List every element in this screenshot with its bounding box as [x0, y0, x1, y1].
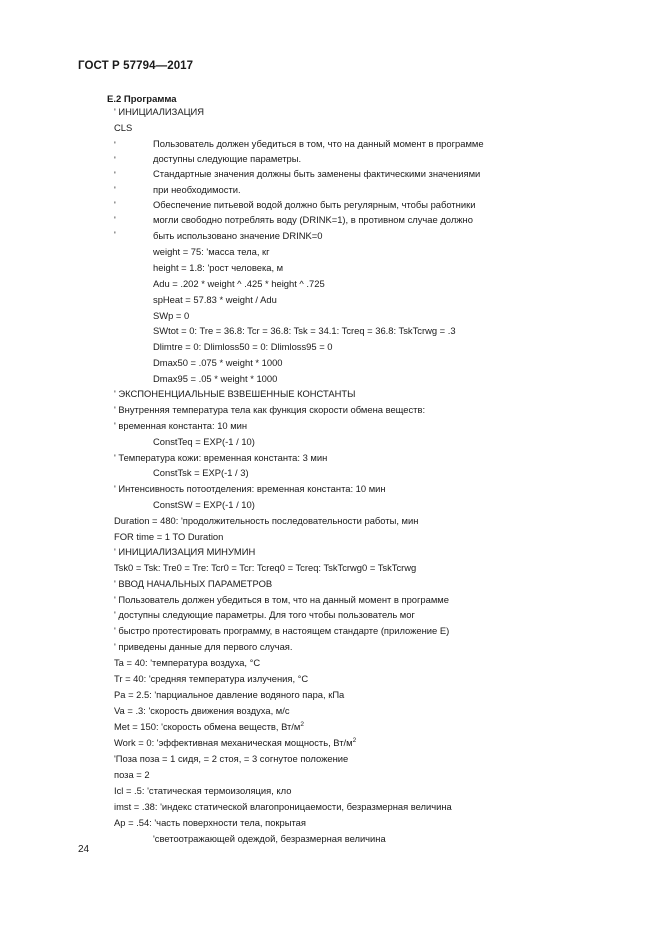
code-line: SWp = 0	[153, 310, 190, 321]
code-line: ' ИНИЦИАЛИЗАЦИЯ МИНУМИН	[114, 546, 256, 557]
comment-tick: '	[114, 184, 116, 195]
code-line: FOR time = 1 TO Duration	[114, 531, 224, 542]
code-line: ' приведены данные для первого случая.	[114, 641, 293, 652]
code-line: ConstTeq = EXP(-1 / 10)	[153, 436, 255, 447]
code-line: height = 1.8: 'рост человека, м	[153, 262, 284, 273]
code-line-text: Met = 150: 'скорость обмена веществ, Вт/м	[114, 721, 301, 732]
code-line: Ap = .54: 'часть поверхности тела, покрытая	[114, 817, 306, 828]
code-line: ' доступны следующие параметры. Для того чтобы пользователь мог	[114, 609, 415, 620]
code-line: 'светоотражающей одеждой, безразмерная величина	[153, 833, 386, 844]
code-line: ' ЭКСПОНЕНЦИАЛЬНЫЕ ВЗВЕШЕННЫЕ КОНСТАНТЫ	[114, 388, 356, 399]
code-line: Va = .3: 'скорость движения воздуха, м/с	[114, 705, 290, 716]
comment-tick: '	[114, 229, 116, 240]
code-line: Duration = 480: 'продолжительность последовательности работы, мин	[114, 515, 419, 526]
code-line: Ta = 40: 'температура воздуха, °C	[114, 657, 261, 668]
comment-tick: '	[114, 169, 116, 180]
code-line: Icl = .5: 'статическая термоизоляция, кло	[114, 785, 292, 796]
code-line: ' ВВОД НАЧАЛЬНЫХ ПАРАМЕТРОВ	[114, 578, 273, 589]
code-line: могли свободно потреблять воду (DRINK=1), в противном случае должно	[153, 214, 473, 225]
code-line: spHeat = 57.83 * weight / Adu	[153, 294, 277, 305]
code-line: weight = 75: 'масса тела, кг	[153, 246, 270, 257]
page-number: 24	[78, 844, 90, 855]
code-line: 'Поза поза = 1 сидя, = 2 стоя, = 3 согнутое положение	[114, 753, 349, 764]
code-line: Dlimtre = 0: Dlimloss50 = 0: Dlimloss95 = 0	[153, 341, 333, 352]
superscript: 2	[300, 720, 304, 728]
code-line: Tr = 40: 'средняя температура излучения, °C	[114, 673, 309, 684]
code-line: CLS	[114, 122, 133, 133]
code-line: SWtot = 0: Tre = 36.8: Tcr = 36.8: Tsk = 34.1: Tcreq = 36.8: TskTcrwg = .3	[153, 325, 456, 336]
code-line: ConstTsk = EXP(-1 / 3)	[153, 467, 249, 478]
comment-tick: '	[114, 139, 116, 150]
code-line: ' Внутренняя температура тела как функция скорости обмена веществ:	[114, 404, 426, 415]
code-line: быть использовано значение DRINK=0	[153, 230, 323, 241]
code-line: поза = 2	[114, 769, 150, 780]
code-line: при необходимости.	[153, 184, 241, 195]
code-line: ' временная константа: 10 мин	[114, 420, 248, 431]
code-line: Tsk0 = Tsk: Tre0 = Tre: Tcr0 = Tcr: Tcreq0 = Tcreq: TskTcrwg0 = TskTcrwg	[114, 562, 417, 573]
superscript: 2	[352, 736, 357, 744]
code-line	[114, 721, 304, 733]
code-line: Dmax95 = .05 * weight * 1000	[153, 373, 278, 384]
code-line: ' Пользователь должен убедиться в том, что на данный момент в программе	[114, 594, 449, 605]
code-line-text: Work = 0: 'эффективная механическая мощность, Вт/м	[114, 737, 353, 748]
code-line: Dmax50 = .075 * weight * 1000	[153, 357, 283, 368]
code-line: ' ИНИЦИАЛИЗАЦИЯ	[114, 106, 205, 117]
code-line: ' Температура кожи: временная константа: 3 мин	[114, 452, 328, 463]
section-title: Е.2 Программа	[107, 94, 177, 105]
code-line: Обеспечение питьевой водой должно быть регулярным, чтобы работники	[153, 199, 476, 210]
code-line: доступны следующие параметры.	[153, 153, 302, 164]
comment-tick: '	[114, 154, 116, 165]
code-line: ' быстро протестировать программу, в настоящем стандарте (приложение Е)	[114, 625, 450, 636]
comment-tick: '	[114, 199, 116, 210]
code-line: Pa = 2.5: 'парциальное давление водяного пара, кПа	[114, 689, 345, 700]
code-line	[114, 737, 356, 749]
code-line: ConstSW = EXP(-1 / 10)	[153, 499, 255, 510]
code-line: ' Интенсивность потоотделения: временная константа: 10 мин	[114, 483, 386, 494]
document-header: ГОСТ Р 57794—2017	[78, 60, 194, 72]
comment-tick: '	[114, 214, 116, 225]
code-line: Пользователь должен убедиться в том, что на данный момент в программе	[153, 138, 484, 149]
code-line: Adu = .202 * weight ^ .425 * height ^ .725	[153, 278, 325, 289]
code-line: imst = .38: 'индекс статической влагопроницаемости, безразмерная величина	[114, 801, 452, 812]
code-line: Стандартные значения должны быть заменены фактическими значениями	[153, 168, 481, 179]
